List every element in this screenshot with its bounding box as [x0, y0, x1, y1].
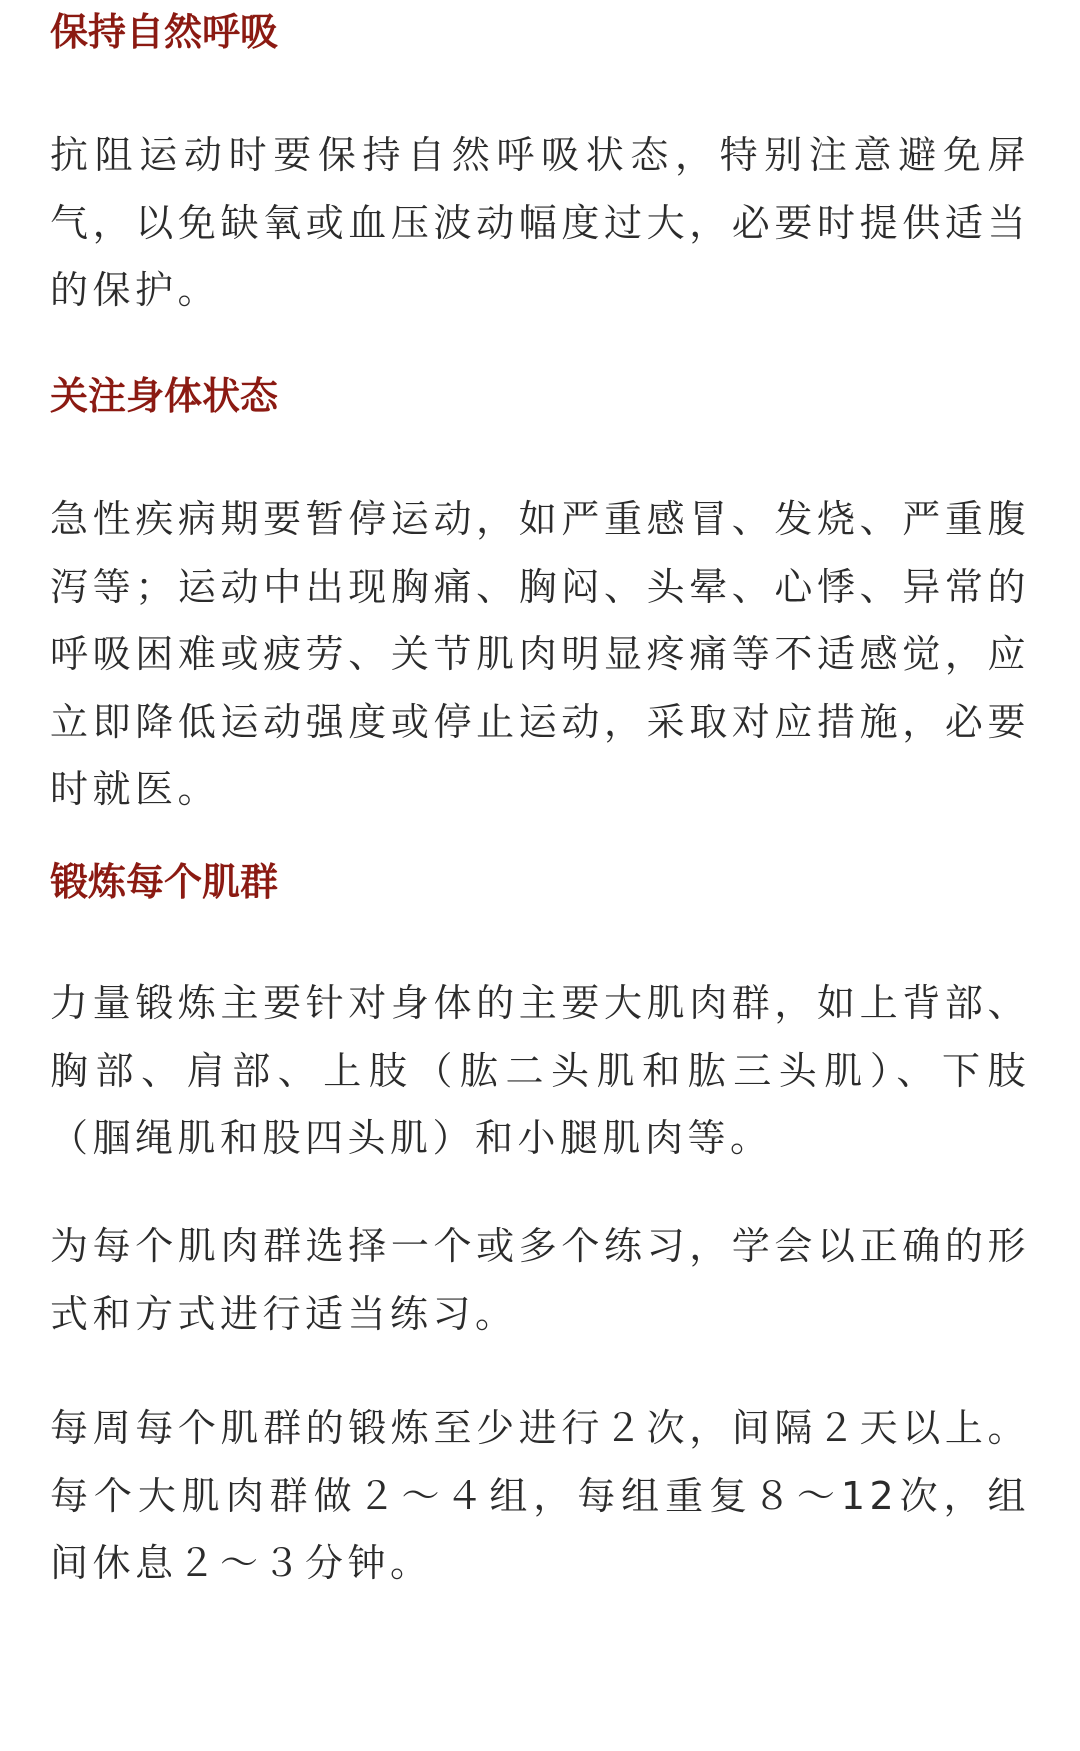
section-paragraph-body-status: 急性疾病期要暂停运动，如严重感冒、发烧、严重腹泻等；运动中出现胸痛、胸闷、头晕、心悸、异常的呼吸困难或疲劳、关节肌肉明显疼痛等不适感觉，应立即降低运动强度或停止运动，采取对应措施，必要时就医。: [50, 497, 1030, 811]
section-paragraph-muscle-groups-2: 为每个肌肉群选择一个或多个练习，学会以正确的形式和方式进行适当练习。: [50, 1224, 1030, 1336]
section-paragraph-muscle-groups-3: 每周每个肌群的锻炼至少进行２次，间隔２天以上。每个大肌肉群做２～４组，每组重复８～12次，组间休息２～３分钟。: [50, 1406, 1030, 1585]
section-paragraph-breathing: 抗阻运动时要保持自然呼吸状态，特别注意避免屏气，以免缺氧或血压波动幅度过大，必要时提供适当的保护。: [50, 133, 1030, 312]
section-heading-breathing: 保持自然呼吸: [50, 10, 279, 54]
section-heading-body-status: 关注身体状态: [50, 374, 279, 418]
section-paragraph-muscle-groups-1: 力量锻炼主要针对身体的主要大肌肉群，如上背部、胸部、肩部、上肢（肱二头肌和肱三头肌）、下肢（腘绳肌和股四头肌）和小腿肌肉等。: [50, 981, 1030, 1160]
section-heading-muscle-groups: 锻炼每个肌群: [50, 860, 279, 904]
